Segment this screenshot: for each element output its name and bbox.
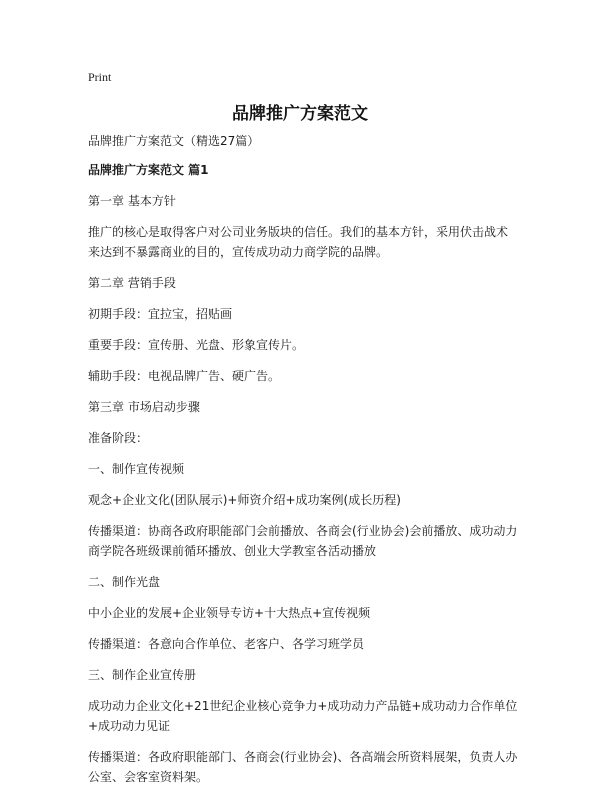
page-title: 品牌推广方案范文	[232, 104, 368, 124]
paragraph: 中小企业的发展+企业领导专访+十大热点+宣传视频	[88, 606, 371, 620]
print-link[interactable]: Print	[88, 70, 112, 84]
chapter-heading: 第一章 基本方针	[88, 194, 176, 208]
paragraph: 传播渠道：各政府职能部门、各商会(行业协会)、各高端会所资料展架，负责人办公室、会客室资料架。	[88, 750, 518, 784]
paragraph: 三、制作企业宣传册	[88, 668, 197, 682]
paragraph: 成功动力企业文化+21世纪企业核心竞争力+成功动力产品链+成功动力合作单位+成功动力见证	[88, 699, 518, 733]
paragraph: 重要手段：宣传册、光盘、形象宣传片。	[88, 338, 305, 352]
paragraph: 传播渠道：协商各政府职能部门会前播放、各商会(行业协会)会前播放、成功动力商学院各班级课前循环播放、创业大学教室各活动播放	[88, 524, 518, 558]
paragraph: 二、制作光盘	[88, 575, 161, 589]
document-body	[88, 131, 518, 798]
paragraph: 辅助手段：电视品牌广告、硬广告。	[88, 369, 281, 383]
paragraph: 一、制作宣传视频	[88, 462, 185, 476]
paragraph: 推广的核心是取得客户对公司业务版块的信任。我们的基本方针，采用伏击战术来达到不暴露商业的目的，宣传成功动力商学院的品牌。	[88, 225, 509, 259]
paragraph: 准备阶段：	[88, 431, 149, 445]
chapter-heading: 第二章 营销手段	[88, 276, 176, 290]
paragraph: 传播渠道：各意向合作单位、老客户、各学习班学员	[88, 637, 365, 651]
chapter-heading: 第三章 市场启动步骤	[88, 400, 200, 414]
section-heading: 品牌推广方案范文 篇1	[88, 163, 209, 177]
paragraph: 观念+企业文化(团队展示)+师资介绍+成功案例(成长历程)	[88, 493, 401, 507]
paragraph: 初期手段：宜拉宝，招贴画	[88, 307, 233, 321]
document-subtitle: 品牌推广方案范文（精选27篇）	[88, 134, 260, 148]
